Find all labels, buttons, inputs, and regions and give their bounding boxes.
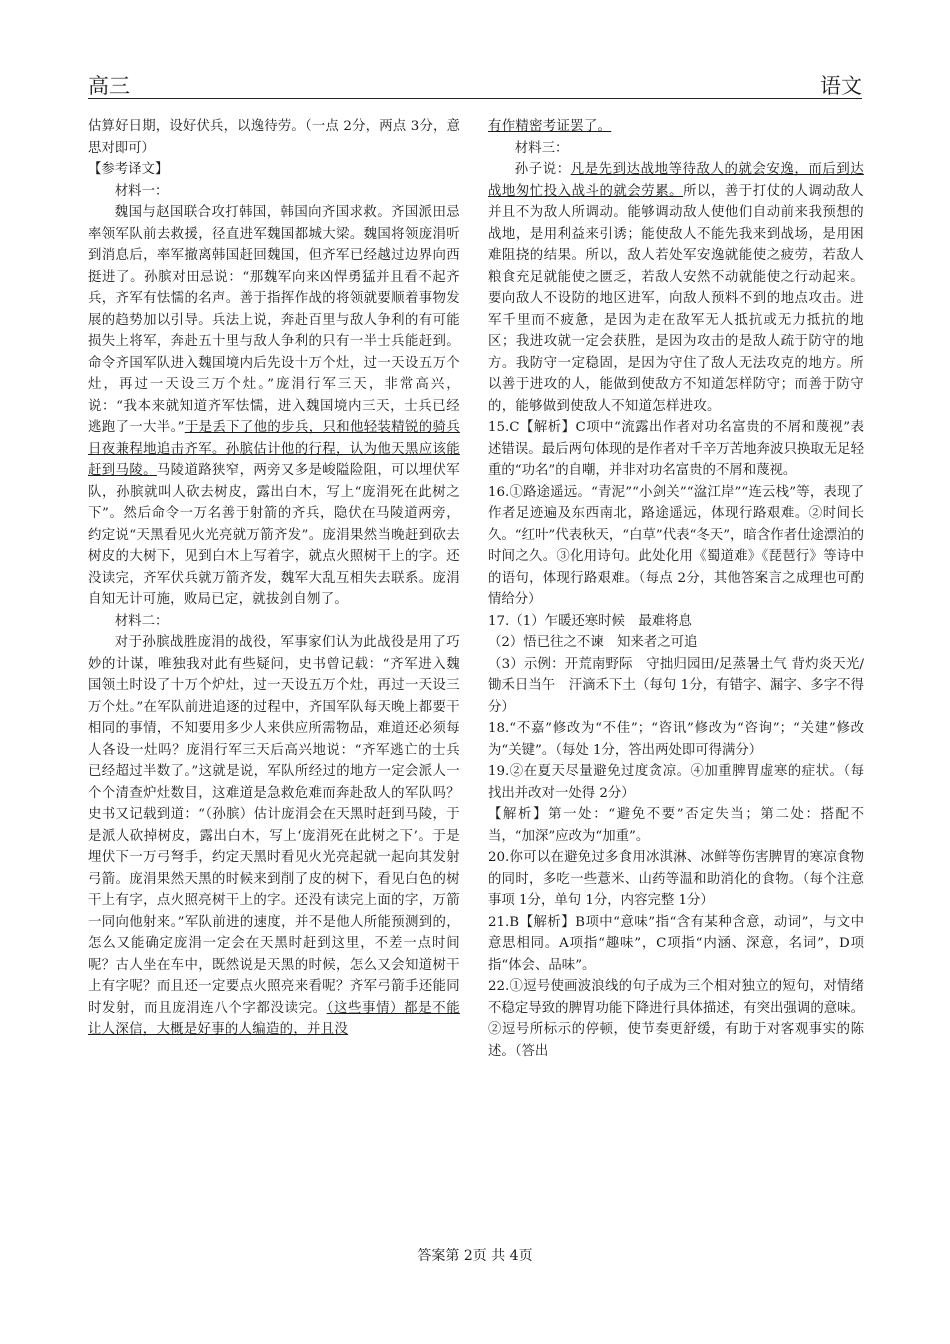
answer-16: 16.①路途遥远。“青泥”“小剑关”“湓江岸”“连云栈”等，表现了作者足迹遍及东西南北，路途遥远，体现行路艰难。②时间长久。“红叶”代表秋天，“白草”代表“冬天”，暗含作者仕途漂泊的时间之久。③化用诗句。此处化用《蜀道难》《琵琶行》等诗中的语句，体现行路艰难。（每点 2分，其他答案言之成理也可酌情给分）	[488, 484, 864, 607]
material-2-part-a: 对于孙膑战胜庞涓的战役，军事家们认为此战役是用了巧妙的计谋，唯独我对此有些疑问，史书曾记载：“齐军进入魏国领土时设了十万个炉灶，过一天设五万个灶，再过一天设三万个灶。”在军队前进追逐的过程中，齐国军队每天晚上都要干相同的事情，不知要用多少人来供应所需物品，难道还必须每人各设一灶吗？庞涓行军三天后高兴地说：“齐军逃亡的士兵已经超过半数了。”这就是说，军队所经过的地方一定会派人一个个清查炉灶数目，这难道是急救危难而奔赴敌人的军队吗？史书又记载到道：“（孙膑）估计庞涓会在天黑时赶到马陵，于是派人砍掉树皮，露出白木，写上‘庞涓死在此树之下’。于是埋伏下一万弓弩手，约定天黑时看见火光亮起就一起向其发射弓箭。庞涓果然天黑的时候来到削了皮的树下，看见白色的树干上有字，点火照亮树干上的字。还没有读完上面的字，万箭一同向他射来。”军队前进的速度，并不是他人所能预测到的，怎么又能确定庞涓一定会在天黑时赶到这里，不差一点时间呢？古人坐在车中，既然说是天黑的时候，怎么又会知道树干上有字呢？而且还一定要点火照亮来看呢？齐军弓箭手还能同时发射，而且庞涓连八个字都没读完。	[88, 635, 460, 1016]
answer-19-analysis: 【解析】第一处：“避免不要”否定失当；第二处：搭配不当，“加深”应改为“加重”。	[488, 807, 864, 844]
material-3-part-b: 所以，善于打仗的人调动敌人并且不为敌人所调动。能够调动敌人使他们自动前来我预想的战地，是用利益来引诱；能使敌人不能先我来到战场，是用困难阻挠的结果。所以，敌人若处军安逸就能使之疲劳，若敌人粮食充足就能使之匮乏，若敌人安然不动就能使之行动起来。要向敌人不设防的地区进军，向敌人预料不到的地点攻击。进军千里而不疲惫，是因为走在敌军无人抵抗或无力抵抗的地区；我进攻就一定会获胜，是因为攻击的是敌人疏于防守的地方。我防守一定稳固，是因为守住了敌人无法攻克的地方。所以善于进攻的人，能做到使敌方不知道怎样防守；而善于防守的，能够做到使敌人不知道怎样进攻。	[488, 183, 864, 414]
page-footer: 答案第 2页 共 4页	[417, 1248, 533, 1264]
left-column	[88, 116, 460, 1041]
material-1-part-a: 魏国与赵国联合攻打韩国，韩国向齐国求救。齐国派田忌率领军队前去救援，径直进军魏国都城大梁。魏国将领庞涓听到消息后，率军撤离韩国赶回魏国，但齐军已经越过边界向西挺进了。孙膑对田忌说：“那魏军向来凶悍勇猛并且看不起齐兵，齐军有怯懦的名声。善于指挥作战的将领就要顺着事物发展的趋势加以引导。兵法上说，奔赴百里与敌人争利的有可能损失上将军，奔赴五十里与敌人争利的只有一半士兵能赶到。命令齐国军队进入魏国境内后先设十万个灶，过一天设五万个灶，再过一天设三万个灶。”庞涓行军三天，非常高兴，说：“我本来就知道齐军怯懦，进入魏国境内三天，士兵已经逃跑了一大半。”	[88, 205, 460, 435]
material-2-end: 有作精密考证罢了。	[488, 119, 612, 134]
header-grade: 高三	[88, 74, 130, 98]
answer-14-tail: 估算好日期，设好伏兵，以逸待劳。（一点 2分，两点 3分，意思对即可）	[88, 119, 460, 156]
answer-17-1: 17.（1）乍暖还寒时候 最难将息	[488, 613, 692, 629]
answer-18: 18.“不嘉”修改为“不佳”；“咨讯”修改为“咨询”；“关建”修改为“关键”。（每处 1分，答出两处即可得满分）	[488, 721, 864, 758]
answer-17-2: （2）悟已往之不谏 知来者之可追	[488, 635, 698, 650]
header-subject: 语文	[820, 74, 862, 98]
material-1-text	[88, 202, 460, 611]
material-3-text	[488, 159, 864, 417]
answer-17-3: （3）示例：开荒南野际 守拙归园田/足蒸暑土气 背灼炎天光/锄禾日当午 汗滴禾下土（每句 1分，有错字、漏字、多字不得分）	[488, 656, 864, 715]
right-column	[488, 116, 864, 1062]
material-3-part-a: 孙子说：	[514, 162, 571, 177]
material-2-underlined: （这些事情）都是不能让人深信，大概是好事的人编造的，并且没	[88, 1000, 460, 1037]
translation-heading: 【参考译文】	[88, 162, 169, 177]
answer-21: 21.B【解析】B项中“意味”指“含有某种含意，动词”，与文中意思相同。A项指“趣味”，C项指“内涵、深意，名词”，D项指“体会、品味”。	[488, 914, 864, 973]
material-1-label: 材料一：	[114, 183, 169, 199]
page-header	[88, 70, 862, 99]
answer-15: 15.C【解析】C项中“流露出作者对功名富贵的不屑和蔑视”表述错误。最后两句体现的是作者对千辛万苦地奔波只换取无足轻重的“功名”的自嘲，并非对功名富贵的不屑和蔑视。	[488, 420, 864, 478]
material-2-text	[88, 632, 460, 1041]
material-1-part-b: 马陵道路狭窄，两旁又多是峻隘险阻，可以埋伏军队，孙膑就叫人砍去树皮，露出白木，写上“庞涓死在此树之下”。然后命令一万名善于射箭的齐兵，隐伏在马陵道两旁，约定说“天黑看见火光亮就万箭齐发”。庞涓果然当晚赶到砍去树皮的大树下，见到白木上写着字，就点火照树干上的字。还没读完，齐军伏兵就万箭齐发，魏军大乱互相失去联系。庞涓自知无计可施，败局已定，就拔剑自刎了。	[88, 463, 460, 607]
answer-19: 19.②在夏天尽量避免过度贪凉。④加重脾胃虚寒的症状。（每找出并改对一处得 2分）	[488, 764, 864, 801]
answer-20: 20.你可以在避免过多食用冰淇淋、冰鲜等伤害脾胃的寒凉食物的同时，多吃一些薏米、山药等温和助消化的食物。（每个注意事项 1分，单句 1分，内容完整 1分）	[488, 850, 864, 908]
material-2-label: 材料二：	[114, 613, 169, 629]
material-3-label: 材料三：	[514, 140, 569, 156]
material-1-underlined: 于是丢下了他的步兵，只和他轻装精锐的骑兵日夜兼程地追击齐军。孙膑估计他的行程，认为他天黑应该能赶到马陵。	[88, 420, 461, 478]
material-3-underlined: 凡是先到达战地等待敌人的就会安逸，而后到达战地匆忙投入战斗的就会劳累。	[488, 162, 864, 199]
answer-22: 22.①逗号使画波浪线的句子成为三个相对独立的短句，对情绪不稳定导致的脾胃功能下降进行具体描述，有突出强调的意味。②逗号所标示的停顿，使节奏更舒缓，有助于对客观事实的陈述。（答出	[488, 979, 864, 1059]
